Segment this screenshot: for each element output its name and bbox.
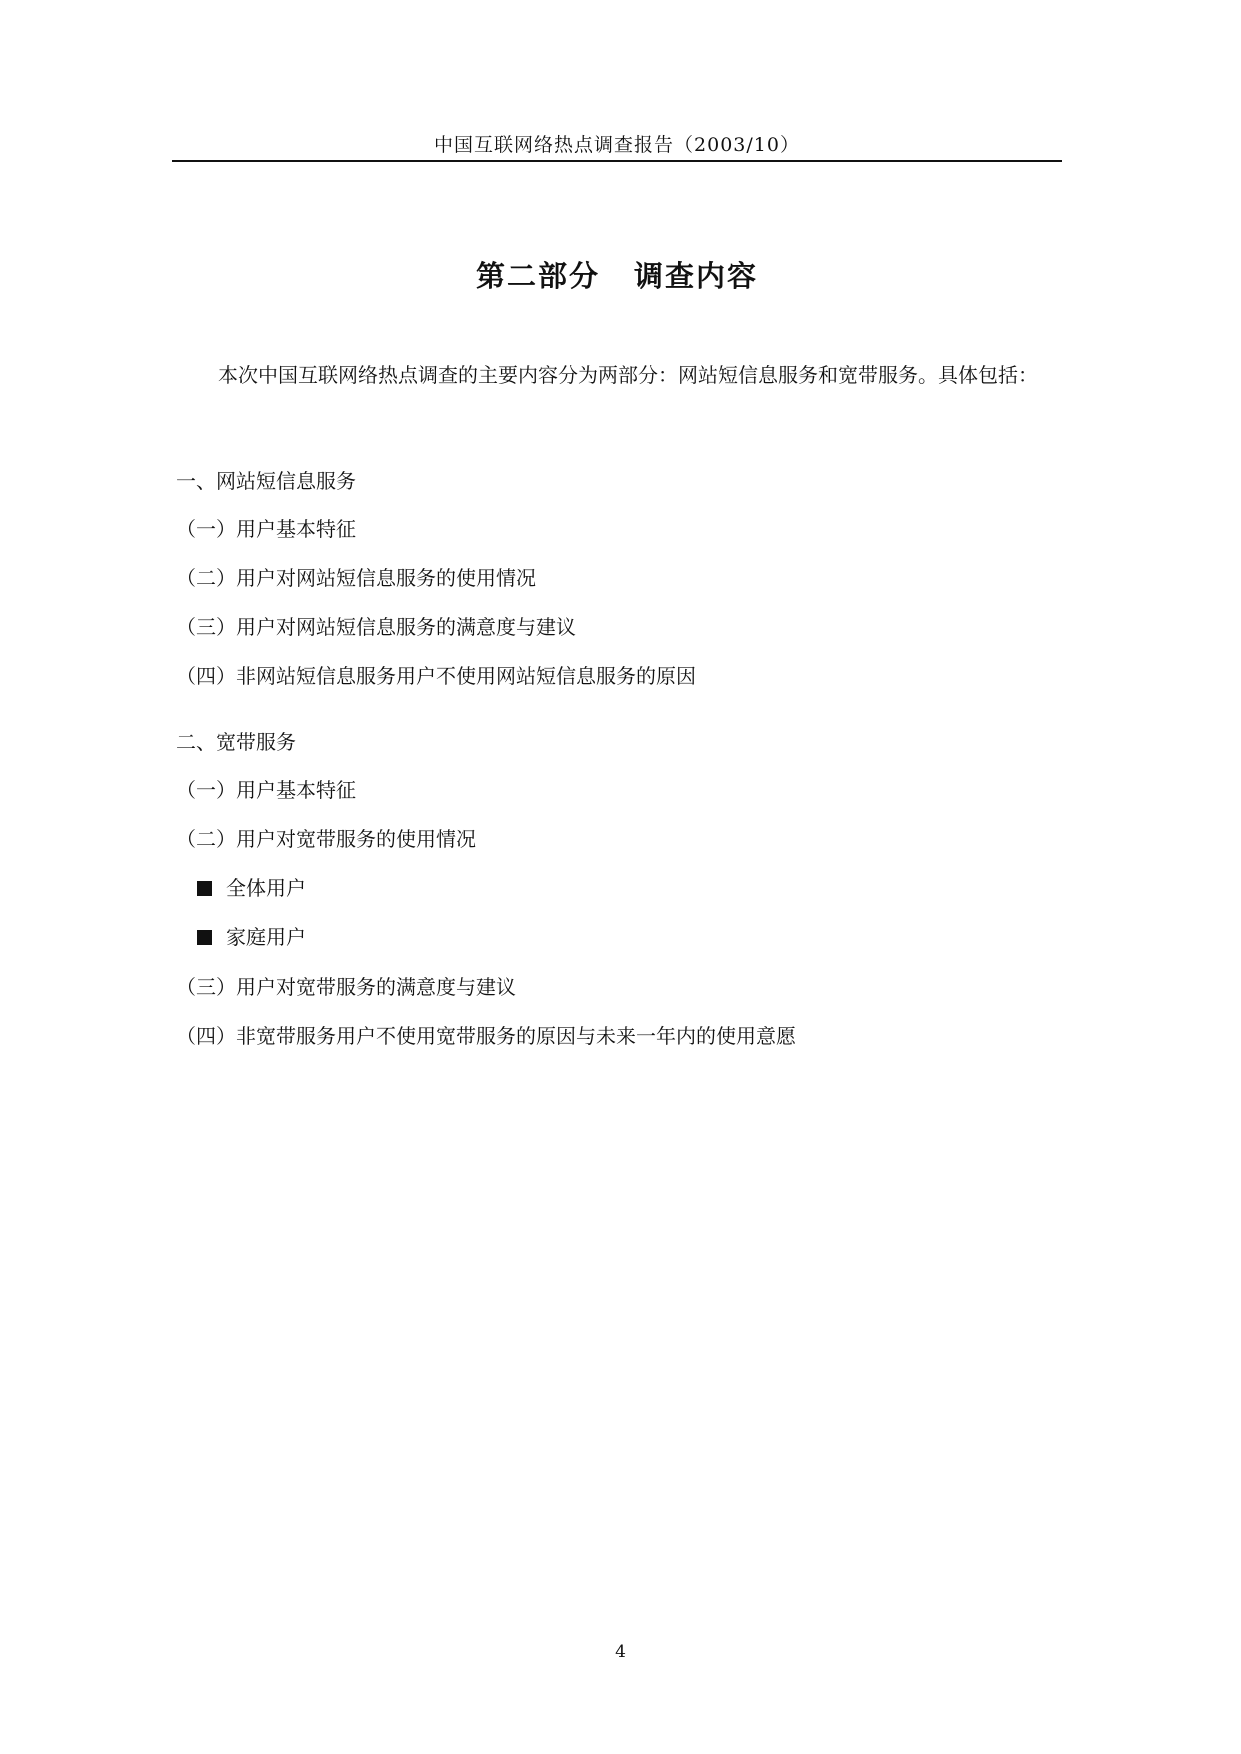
page-number: 4 [615, 1642, 626, 1662]
bullet-item-label: 家庭用户 [226, 925, 306, 949]
section-2-item-1: （一）用户基本特征 [176, 778, 356, 802]
section-2-item-3: （三）用户对宽带服务的满意度与建议 [176, 975, 516, 999]
header-rule [172, 160, 1062, 162]
section-2-heading: 二、宽带服务 [176, 730, 296, 754]
part-title: 第二部分 调查内容 [475, 259, 759, 293]
bullet-item-2 [197, 922, 306, 952]
section-1-item-4: （四）非网站短信息服务用户不使用网站短信息服务的原因 [176, 664, 696, 688]
section-1-heading: 一、网站短信息服务 [176, 469, 356, 493]
bullet-item-label: 全体用户 [226, 876, 306, 900]
section-1-item-1: （一）用户基本特征 [176, 517, 356, 541]
square-bullet-icon [197, 881, 212, 896]
section-2-item-4: （四）非宽带服务用户不使用宽带服务的原因与未来一年内的使用意愿 [176, 1024, 796, 1048]
section-1-item-2: （二）用户对网站短信息服务的使用情况 [176, 566, 536, 590]
section-2-item-2: （二）用户对宽带服务的使用情况 [176, 827, 476, 851]
running-header: 中国互联网络热点调查报告（2003/10） [434, 134, 800, 156]
intro-paragraph: 本次中国互联网络热点调查的主要内容分为两部分：网站短信息服务和宽带服务。具体包括： [218, 363, 1038, 387]
bullet-item-1 [197, 873, 306, 903]
section-1-item-3: （三）用户对网站短信息服务的满意度与建议 [176, 615, 576, 639]
square-bullet-icon [197, 930, 212, 945]
